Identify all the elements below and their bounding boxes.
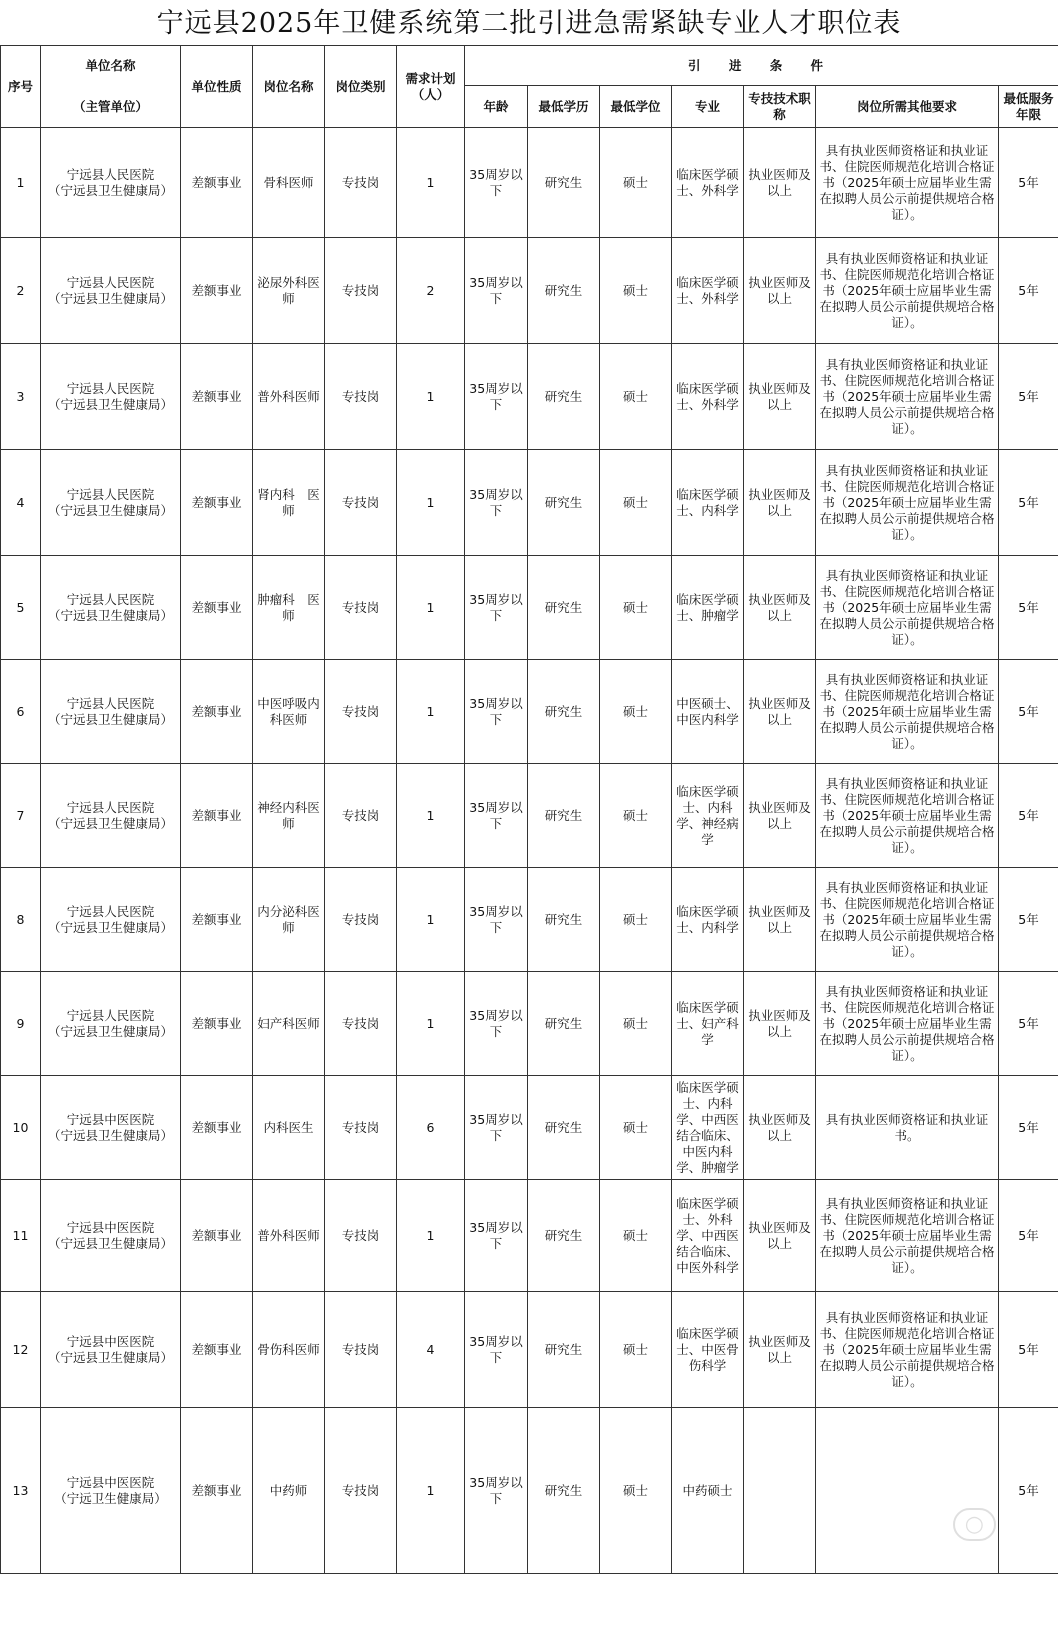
unit-supervisor: （宁远县卫生健康局） [47,502,173,518]
cell-age: 35周岁以下 [465,764,528,868]
cell-age: 35周岁以下 [465,556,528,660]
cell-title: 执业医师及以上 [744,1292,816,1408]
unit-supervisor: （宁远县卫生健康局） [47,711,173,727]
unit-supervisor: （宁远县卫生健康局） [47,815,173,831]
cell-degree: 硕士 [600,660,672,764]
unit-supervisor: （宁远县卫生健康局） [47,919,173,935]
cell-seq: 4 [1,450,41,556]
cell-other: 具有执业医师资格证和执业证书。 [816,1076,999,1180]
cell-major: 临床医学硕士、内科学、中西医结合临床、中医内科学、肿瘤学 [672,1076,744,1180]
cell-major: 临床医学硕士、妇产科学 [672,972,744,1076]
cell-major: 临床医学硕士、外科学 [672,238,744,344]
unit-name: 宁远县中医医院 [66,1474,155,1490]
cell-edu: 研究生 [528,128,600,238]
cell-unit [41,128,181,238]
unit-supervisor: （宁远县卫生健康局） [47,290,173,306]
cell-plan: 1 [397,868,465,972]
table-row [1,1180,1058,1292]
cell-seq: 1 [1,128,41,238]
cell-major: 临床医学硕士、外科学 [672,128,744,238]
cell-type: 专技岗 [325,660,397,764]
cell-seq: 7 [1,764,41,868]
header-age: 年龄 [465,86,528,128]
cell-unit [41,868,181,972]
cell-other: 具有执业医师资格证和执业证书、住院医师规范化培训合格证书（2025年硕士应届毕业生需在拟聘人员公示前提供规培合格证）。 [816,660,999,764]
cell-title: 执业医师及以上 [744,660,816,764]
cell-title: 执业医师及以上 [744,764,816,868]
header-major: 专业 [672,86,744,128]
cell-age: 35周岁以下 [465,238,528,344]
cell-years: 5年 [999,868,1058,972]
cell-degree: 硕士 [600,868,672,972]
cell-type: 专技岗 [325,238,397,344]
cell-nature: 差额事业 [181,1180,253,1292]
unit-name: 宁远县人民医院 [66,274,155,290]
cell-edu: 研究生 [528,238,600,344]
unit-supervisor: （宁远县卫生健康局） [47,182,173,198]
cell-type: 专技岗 [325,344,397,450]
cell-unit [41,972,181,1076]
cell-post: 骨科医师 [253,128,325,238]
cell-post: 中药师 [253,1408,325,1574]
cell-nature: 差额事业 [181,1292,253,1408]
cell-unit [41,764,181,868]
cell-edu: 研究生 [528,450,600,556]
table-row [1,972,1058,1076]
header-edu: 最低学历 [528,86,600,128]
table-row [1,868,1058,972]
unit-supervisor: （宁远县卫生健康局） [47,1235,173,1251]
cell-age: 35周岁以下 [465,1180,528,1292]
watermark-logo-icon: ○ [953,1508,996,1541]
unit-name: 宁远县人民医院 [66,903,155,919]
unit-name: 宁远县中医医院 [66,1219,155,1235]
cell-unit [41,1076,181,1180]
cell-age: 35周岁以下 [465,1408,528,1574]
cell-type: 专技岗 [325,1076,397,1180]
cell-nature: 差额事业 [181,344,253,450]
unit-supervisor: （宁远卫生健康局） [54,1490,167,1506]
cell-degree: 硕士 [600,1076,672,1180]
cell-age: 35周岁以下 [465,660,528,764]
cell-edu: 研究生 [528,972,600,1076]
cell-plan: 1 [397,660,465,764]
cell-type: 专技岗 [325,1408,397,1574]
cell-years: 5年 [999,1076,1058,1180]
cell-post: 普外科医师 [253,1180,325,1292]
cell-title: 执业医师及以上 [744,238,816,344]
cell-age: 35周岁以下 [465,972,528,1076]
cell-other: 具有执业医师资格证和执业证书、住院医师规范化培训合格证书（2025年硕士应届毕业生需在拟聘人员公示前提供规培合格证）。 [816,1292,999,1408]
cell-other: 具有执业医师资格证和执业证书、住院医师规范化培训合格证书（2025年硕士应届毕业生需在拟聘人员公示前提供规培合格证）。 [816,1180,999,1292]
table-row [1,238,1058,344]
cell-years: 5年 [999,972,1058,1076]
header-degree: 最低学位 [600,86,672,128]
cell-seq: 9 [1,972,41,1076]
cell-degree: 硕士 [600,764,672,868]
cell-title: 执业医师及以上 [744,556,816,660]
cell-title: 执业医师及以上 [744,344,816,450]
cell-type: 专技岗 [325,128,397,238]
cell-nature: 差额事业 [181,238,253,344]
cell-age: 35周岁以下 [465,344,528,450]
cell-age: 35周岁以下 [465,1076,528,1180]
header-post-name: 岗位名称 [253,46,325,128]
unit-supervisor: （宁远县卫生健康局） [47,1023,173,1039]
cell-degree: 硕士 [600,344,672,450]
cell-type: 专技岗 [325,868,397,972]
cell-post: 神经内科医师 [253,764,325,868]
table-row [1,1292,1058,1408]
cell-post: 中医呼吸内科医师 [253,660,325,764]
cell-major: 临床医学硕士、内科学、神经病学 [672,764,744,868]
cell-plan: 1 [397,972,465,1076]
unit-name: 宁远县人民医院 [66,1007,155,1023]
unit-name: 宁远县人民医院 [66,695,155,711]
positions-table [0,45,1058,1574]
header-seq: 序号 [1,46,41,128]
cell-type: 专技岗 [325,1292,397,1408]
unit-name: 宁远县人民医院 [66,799,155,815]
cell-major: 中药硕士 [672,1408,744,1574]
cell-seq: 10 [1,1076,41,1180]
table-row [1,344,1058,450]
cell-degree: 硕士 [600,556,672,660]
table-row [1,450,1058,556]
cell-major: 临床医学硕士、外科学、中西医结合临床、中医外科学 [672,1180,744,1292]
unit-name: 宁远县人民医院 [66,380,155,396]
header-unit-supervisor: （主管单位） [41,86,181,128]
unit-supervisor: （宁远县卫生健康局） [47,396,173,412]
cell-edu: 研究生 [528,764,600,868]
cell-years: 5年 [999,556,1058,660]
cell-plan: 4 [397,1292,465,1408]
cell-major: 临床医学硕士、内科学 [672,868,744,972]
cell-plan: 1 [397,450,465,556]
unit-name: 宁远县人民医院 [66,166,155,182]
cell-post: 肿瘤科 医师 [253,556,325,660]
cell-years: 5年 [999,128,1058,238]
cell-nature: 差额事业 [181,1076,253,1180]
cell-unit [41,1408,181,1574]
cell-edu: 研究生 [528,344,600,450]
cell-unit [41,556,181,660]
cell-nature: 差额事业 [181,868,253,972]
cell-plan: 2 [397,238,465,344]
cell-seq: 3 [1,344,41,450]
cell-other: 具有执业医师资格证和执业证书、住院医师规范化培训合格证书（2025年硕士应届毕业生需在拟聘人员公示前提供规培合格证）。 [816,972,999,1076]
table-row [1,128,1058,238]
cell-post: 肾内科 医师 [253,450,325,556]
cell-major: 临床医学硕士、中医骨伤科学 [672,1292,744,1408]
cell-seq: 11 [1,1180,41,1292]
header-post-type: 岗位类别 [325,46,397,128]
header-years: 最低服务年限 [999,86,1058,128]
table-row [1,1408,1058,1574]
unit-name: 宁远县中医医院 [66,1111,155,1127]
cell-plan: 1 [397,764,465,868]
cell-nature: 差额事业 [181,556,253,660]
cell-title [744,1408,816,1574]
cell-seq: 8 [1,868,41,972]
unit-supervisor: （宁远县卫生健康局） [47,607,173,623]
cell-unit [41,660,181,764]
cell-major: 临床医学硕士、内科学 [672,450,744,556]
cell-plan: 1 [397,1408,465,1574]
cell-years: 5年 [999,1292,1058,1408]
cell-nature: 差额事业 [181,972,253,1076]
cell-edu: 研究生 [528,556,600,660]
cell-years: 5年 [999,450,1058,556]
cell-age: 35周岁以下 [465,1292,528,1408]
cell-years: 5年 [999,344,1058,450]
cell-years: 5年 [999,764,1058,868]
cell-major: 临床医学硕士、外科学 [672,344,744,450]
cell-plan: 1 [397,1180,465,1292]
cell-other: 具有执业医师资格证和执业证书、住院医师规范化培训合格证书（2025年硕士应届毕业生需在拟聘人员公示前提供规培合格证）。 [816,764,999,868]
cell-type: 专技岗 [325,450,397,556]
header-plan: 需求计划（人） [397,46,465,128]
cell-type: 专技岗 [325,764,397,868]
cell-title: 执业医师及以上 [744,450,816,556]
unit-supervisor: （宁远县卫生健康局） [47,1349,173,1365]
cell-years: 5年 [999,1408,1058,1574]
cell-title: 执业医师及以上 [744,1180,816,1292]
cell-title: 执业医师及以上 [744,128,816,238]
table-row [1,1076,1058,1180]
cell-seq: 12 [1,1292,41,1408]
cell-degree: 硕士 [600,1408,672,1574]
cell-plan: 6 [397,1076,465,1180]
cell-age: 35周岁以下 [465,868,528,972]
cell-edu: 研究生 [528,1076,600,1180]
cell-seq: 6 [1,660,41,764]
cell-degree: 硕士 [600,450,672,556]
cell-post: 内科医生 [253,1076,325,1180]
cell-nature: 差额事业 [181,660,253,764]
header-conditions: 引 进 条 件 [465,46,1058,86]
cell-seq: 2 [1,238,41,344]
cell-degree: 硕士 [600,238,672,344]
cell-years: 5年 [999,660,1058,764]
cell-seq: 5 [1,556,41,660]
unit-name: 宁远县中医医院 [66,1333,155,1349]
header-unit-name: 单位名称 [41,46,181,86]
cell-other: 具有执业医师资格证和执业证书、住院医师规范化培训合格证书（2025年硕士应届毕业生需在拟聘人员公示前提供规培合格证）。 [816,556,999,660]
cell-nature: 差额事业 [181,450,253,556]
page-title: 宁远县2025年卫健系统第二批引进急需紧缺专业人才职位表 [156,8,902,39]
cell-type: 专技岗 [325,972,397,1076]
cell-degree: 硕士 [600,128,672,238]
cell-age: 35周岁以下 [465,450,528,556]
table-row [1,764,1058,868]
cell-major: 临床医学硕士、肿瘤学 [672,556,744,660]
cell-unit [41,1292,181,1408]
header-title-req: 专技技术职称 [744,86,816,128]
cell-plan: 1 [397,556,465,660]
cell-title: 执业医师及以上 [744,1076,816,1180]
cell-major: 中医硕士、中医内科学 [672,660,744,764]
cell-unit [41,238,181,344]
cell-other [816,1408,999,1574]
cell-other: 具有执业医师资格证和执业证书、住院医师规范化培训合格证书（2025年硕士应届毕业生需在拟聘人员公示前提供规培合格证）。 [816,238,999,344]
cell-degree: 硕士 [600,1180,672,1292]
cell-type: 专技岗 [325,1180,397,1292]
header-unit-nature: 单位性质 [181,46,253,128]
cell-title: 执业医师及以上 [744,868,816,972]
cell-plan: 1 [397,128,465,238]
cell-seq: 13 [1,1408,41,1574]
cell-edu: 研究生 [528,868,600,972]
cell-post: 内分泌科医师 [253,868,325,972]
cell-post: 妇产科医师 [253,972,325,1076]
cell-years: 5年 [999,238,1058,344]
cell-age: 35周岁以下 [465,128,528,238]
cell-years: 5年 [999,1180,1058,1292]
cell-plan: 1 [397,344,465,450]
cell-post: 普外科医师 [253,344,325,450]
cell-unit [41,344,181,450]
cell-other: 具有执业医师资格证和执业证书、住院医师规范化培训合格证书（2025年硕士应届毕业生需在拟聘人员公示前提供规培合格证）。 [816,868,999,972]
header-other: 岗位所需其他要求 [816,86,999,128]
table-row [1,660,1058,764]
cell-edu: 研究生 [528,660,600,764]
cell-post: 骨伤科医师 [253,1292,325,1408]
cell-nature: 差额事业 [181,1408,253,1574]
cell-other: 具有执业医师资格证和执业证书、住院医师规范化培训合格证书（2025年硕士应届毕业生需在拟聘人员公示前提供规培合格证）。 [816,450,999,556]
cell-edu: 研究生 [528,1180,600,1292]
cell-other: 具有执业医师资格证和执业证书、住院医师规范化培训合格证书（2025年硕士应届毕业生需在拟聘人员公示前提供规培合格证）。 [816,344,999,450]
cell-unit [41,450,181,556]
cell-nature: 差额事业 [181,764,253,868]
cell-edu: 研究生 [528,1408,600,1574]
cell-post: 泌尿外科医师 [253,238,325,344]
cell-edu: 研究生 [528,1292,600,1408]
cell-title: 执业医师及以上 [744,972,816,1076]
cell-unit [41,1180,181,1292]
cell-other: 具有执业医师资格证和执业证书、住院医师规范化培训合格证书（2025年硕士应届毕业生需在拟聘人员公示前提供规培合格证）。 [816,128,999,238]
cell-type: 专技岗 [325,556,397,660]
table-row [1,556,1058,660]
unit-name: 宁远县人民医院 [66,591,155,607]
cell-nature: 差额事业 [181,128,253,238]
cell-degree: 硕士 [600,1292,672,1408]
unit-supervisor: （宁远县卫生健康局） [47,1127,173,1143]
cell-degree: 硕士 [600,972,672,1076]
unit-name: 宁远县人民医院 [66,486,155,502]
